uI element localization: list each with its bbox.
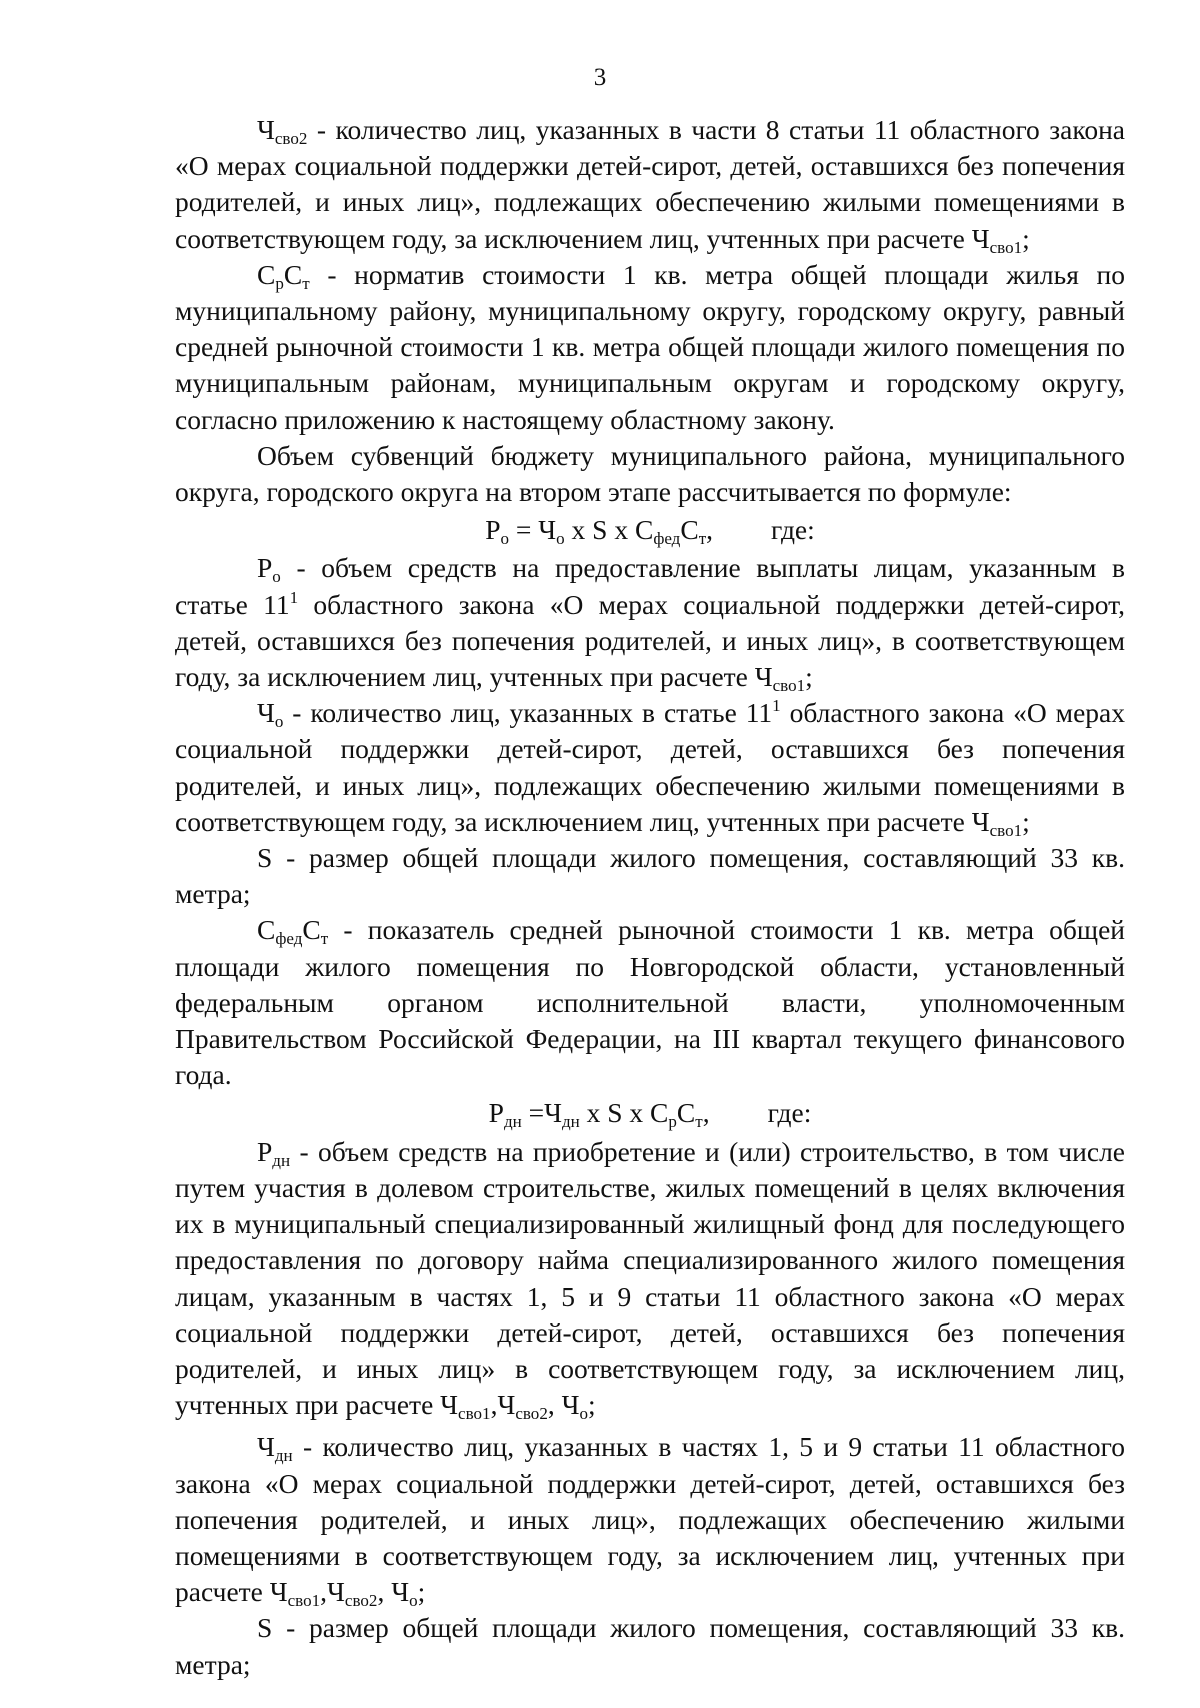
paragraph-po-definition [175,550,1125,695]
paragraph-text: - показатель средней рыночной стоимости 1 кв. метра общей площади жилого помещения по Новгородской области, установленный федеральным органом исполнительной власти, уполномоченным Правительством Российской Федерации, на III квартал текущего финансового года. [175,914,1125,1091]
paragraph-text: - объем средств на предоставление выплаты лицам, указанным в статье 11 [175,552,1125,620]
punctuation: ; [805,661,813,693]
paragraph-chdn-definition [175,1429,1125,1610]
symbol: С [302,914,321,946]
formula-subscript: о [500,529,510,549]
symbol-subscript: р [275,273,284,293]
punctuation: ; [1022,805,1030,837]
symbol-subscript: дн [272,1150,291,1170]
punctuation: ; [1022,222,1030,254]
symbol: Р [257,552,273,584]
formula-pdn [175,1095,1125,1131]
symbol-subscript: сво1 [772,676,806,696]
paragraph-sfed-st-definition [175,912,1125,1093]
formula-where: где: [771,514,815,546]
symbol-subscript: дн [274,1446,293,1466]
paragraph-text: - количество лиц, указанных в части 8 статьи 11 областного закона «О мерах социальной поддержки детей-сирот, детей, оставшихся без попечения родителей, и иных лиц», подлежащих обеспечению жилыми помещениями в соответствующем году, за исключением лиц, учтенных при расчете Ч [175,114,1125,254]
paragraph-cho-definition [175,695,1125,840]
formula-subscript: дн [503,1112,522,1132]
paragraph-text: ,Ч [490,1389,516,1421]
symbol-subscript: сво1 [989,237,1023,257]
symbol: С [257,258,276,290]
paragraph-text: , Ч [547,1389,580,1421]
paragraph-sr-st-definition [175,257,1125,438]
symbol-subscript: о [274,712,284,732]
paragraph-ch-svo2-definition [175,112,1125,257]
formula-term: С [680,514,699,546]
paragraph-text: - объем средств на приобретение и (или) строительство, в том числе путем участия в долевом строительстве, жилых помещений в целях включения их в муниципальный специализированный жилищный фонд для последующего предоставления по договору найма специализированного жилого помещения лицам, указанным в частях 1, 5 и 9 статьи 11 областного закона «О мерах социальной поддержки детей-сирот, детей, оставшихся без попечения родителей, и иных лиц» в соответствующем году, за исключением лиц, учтенных при расчете Ч [175,1135,1125,1421]
symbol-subscript: сво2 [515,1404,548,1424]
formula-term: Р [485,514,501,546]
symbol-subscript: о [579,1404,588,1424]
symbol: С [283,258,303,290]
page-number: 3 [593,64,607,91]
formula-subscript: т [698,529,707,549]
formula-term: С [676,1097,696,1129]
document-body [175,112,1125,1683]
symbol: С [257,914,276,946]
symbol-subscript: сво1 [287,1591,321,1611]
symbol: Р [257,1135,273,1167]
paragraph-text: областного закона «О мерах социальной поддержки детей-сирот, детей, оставшихся без попечения родителей, и иных лиц», подлежащих обеспечению жилыми помещениями в соответствующем году, за исключением лиц, учтенных при расчете Ч [175,697,1125,837]
symbol: Ч [257,1431,275,1463]
formula-term: , [706,514,714,546]
paragraph-s-definition: S - размер общей площади жилого помещения, составляющий 33 кв. метра; [175,842,1125,910]
formula-subscript: фед [653,529,681,549]
symbol-subscript: т [320,929,329,949]
formula-subscript: т [695,1112,703,1132]
formula-term: x S x С [579,1097,669,1129]
symbol-subscript: о [409,1591,418,1611]
formula-subscript: о [556,529,565,549]
paragraph-pdn-definition [175,1134,1125,1424]
paragraph-s-definition-2: S - размер общей площади жилого помещения, составляющий 33 кв. метра; [175,1612,1125,1680]
paragraph-text: , Ч [377,1576,410,1608]
superscript: 1 [289,587,299,607]
symbol: Ч [257,697,275,729]
symbol-subscript: т [302,273,310,293]
paragraph-text: областного закона «О мерах социальной поддержки детей-сирот, детей, оставшихся без попечения родителей, и иных лиц», в соответствующем году, за исключением лиц, учтенных при расчете Ч [175,588,1125,693]
symbol-subscript: сво1 [989,820,1023,840]
punctuation: ; [587,1389,596,1421]
symbol: Ч [257,114,275,145]
paragraph-text: - количество лиц, указанных в статье 11 [283,697,773,729]
paragraph-text: - количество лиц, указанных в частях 1, 5 и 9 статьи 11 областного закона «О мерах социальной поддержки детей-сирот, детей, оставшихся без попечения родителей, и иных лиц», подлежащих обеспечению жилыми помещениями в соответствующем году, за исключением лиц, учтенных при расчете Ч [175,1431,1125,1608]
formula-subscript: р [668,1112,677,1132]
symbol-subscript: сво2 [344,1591,378,1611]
paragraph-second-stage-intro: Объем субвенций бюджету муниципального района, муниципального округа, городского округа на втором этапе рассчитывается по формуле: [175,439,1125,508]
paragraph-text: - норматив стоимости 1 кв. метра общей площади жилья по муниципальному району, муниципальному округу, городскому округу, равный средней рыночной стоимости 1 кв. метра общей площади жилого помещения по муниципальным районам, муниципальным округам и городскому округу, согласно приложению к настоящему областному закону. [175,258,1125,435]
symbol-subscript: фед [275,929,303,949]
formula-subscript: дн [561,1112,580,1132]
formula-term: Р [488,1097,504,1129]
formula-term: x S x С [564,514,654,546]
symbol-subscript: сво2 [274,129,308,148]
symbol-subscript: сво1 [458,1404,491,1424]
symbol-subscript: о [272,567,281,587]
superscript: 1 [772,696,781,716]
formula-term: =Ч [521,1097,562,1129]
formula-po [175,512,1125,548]
formula-where: где: [767,1097,812,1129]
punctuation: ; [417,1576,426,1608]
paragraph-text: ,Ч [320,1576,345,1608]
formula-term: , [702,1097,710,1129]
formula-term: = Ч [509,514,557,546]
